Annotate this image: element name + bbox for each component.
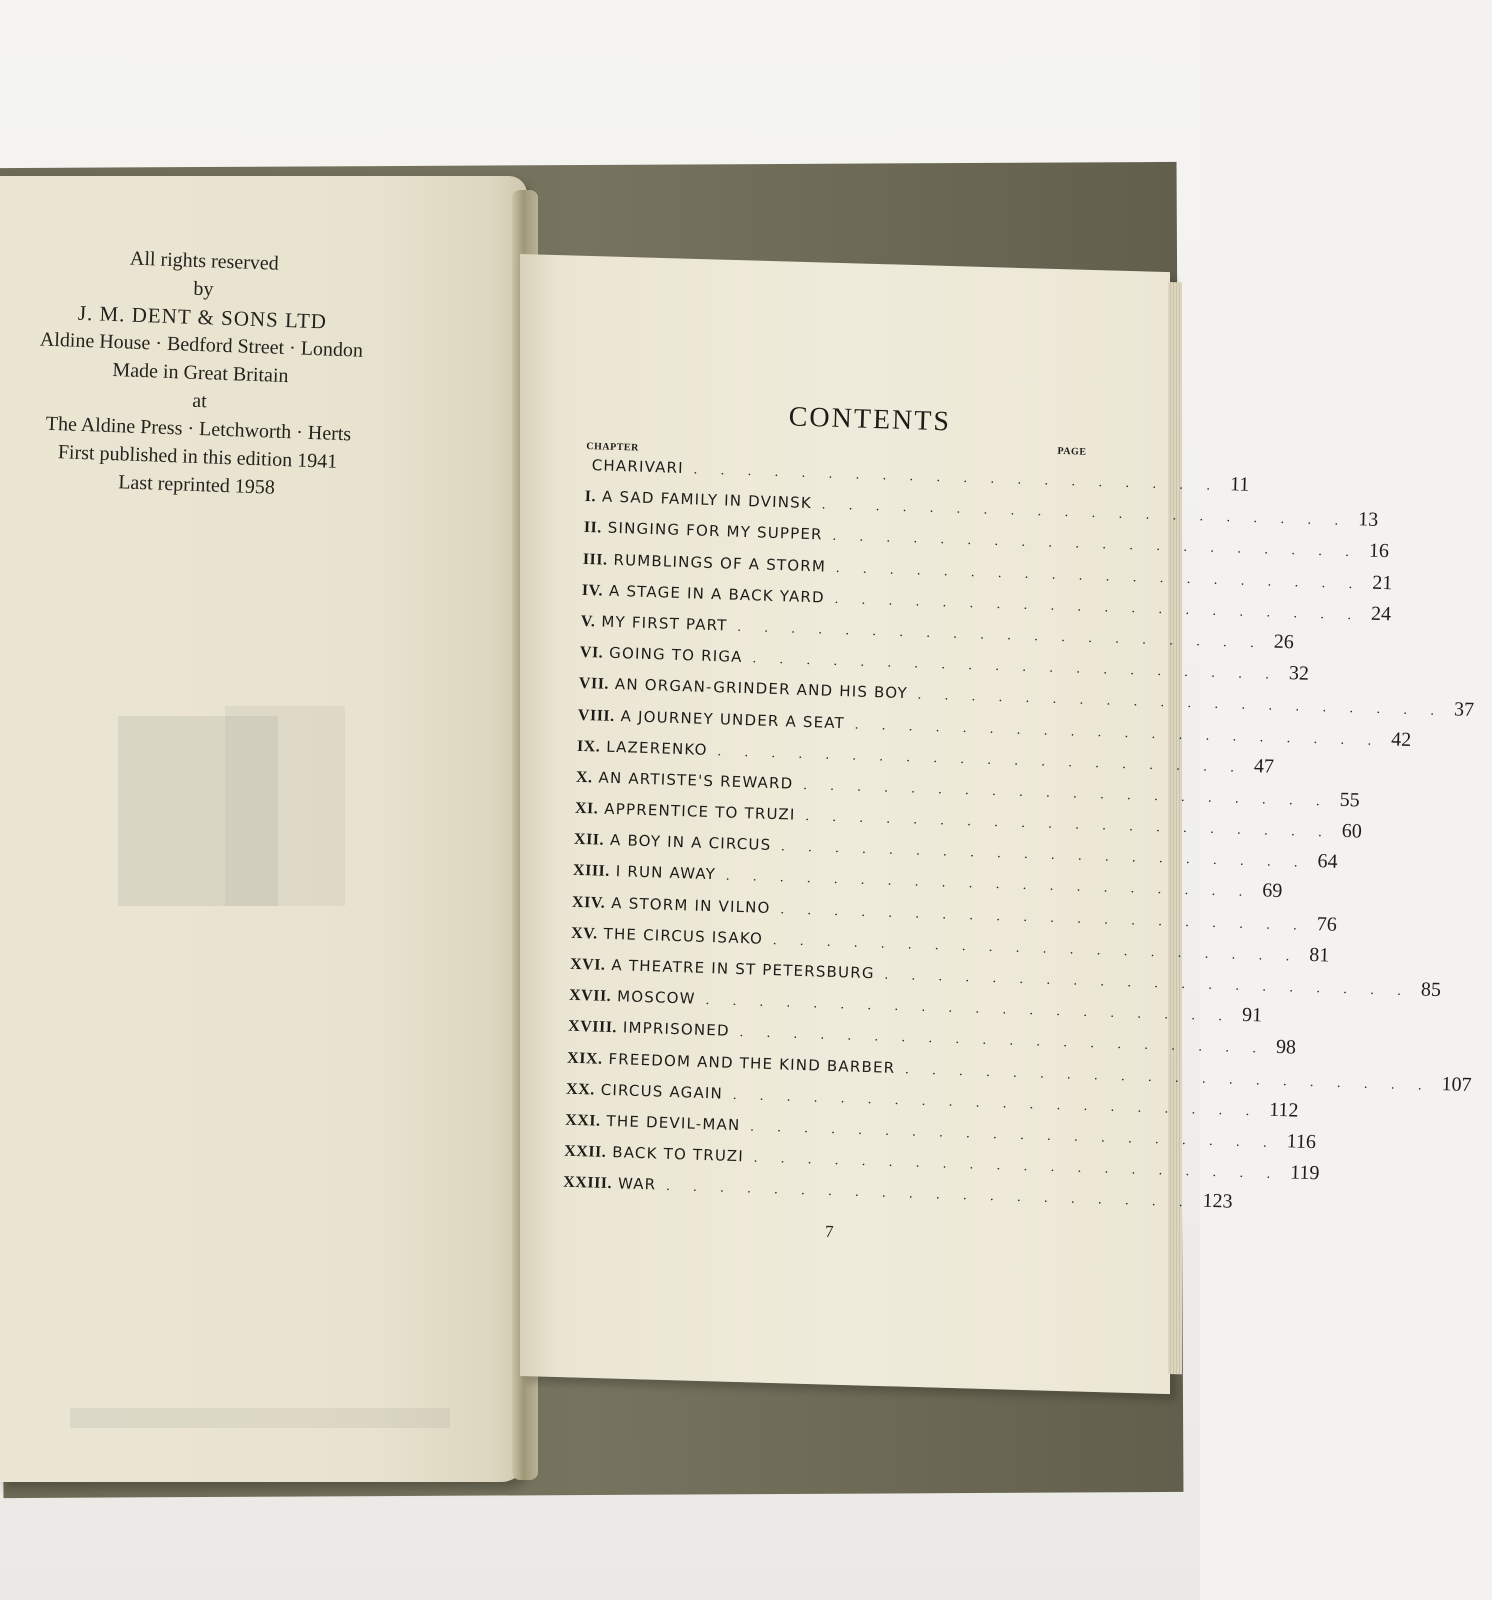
dot-leader: . . . . . . . . . . . . . . . . . . . . <box>666 1179 1193 1211</box>
chapter-title: THE DEVIL-MAN <box>606 1111 741 1135</box>
chapter-page: 60 <box>1341 819 1363 843</box>
chapter-number: XIII. <box>572 862 611 881</box>
chapter-page: 123 <box>1202 1190 1233 1213</box>
dot-leader: . . . . . . . . . . . . . . . . . . . . <box>732 1087 1260 1120</box>
dot-leader: . . . . . . . . . . . . . . . . . . . . <box>884 967 1412 1000</box>
chapter-page: 55 <box>1339 788 1361 812</box>
chapter-page: 47 <box>1253 754 1275 778</box>
chapter-page: 91 <box>1241 1004 1263 1027</box>
chapter-title: A BOY IN A CIRCUS <box>609 831 772 855</box>
imprint-line: Aldine House · Bedford Street · London <box>39 328 364 362</box>
dot-leader: . . . . . . . . . . . . . . . . . . . . <box>737 619 1265 652</box>
dot-leader: . . . . . . . . . . . . . . . . . . . . <box>803 777 1330 810</box>
chapter-title: A SAD FAMILY IN DVINSK <box>601 487 813 513</box>
chapter-number: XVIII. <box>567 1018 618 1037</box>
dot-leader: . . . . . . . . . . . . . . . . . . . . <box>835 560 1363 592</box>
imprint-line: The Aldine Press · Letchworth · Herts <box>45 412 352 446</box>
chapter-title: THE CIRCUS ISAKO <box>603 924 764 948</box>
chapter-number: II. <box>583 519 603 537</box>
dot-leader: . . . . . . . . . . . . . . . . . . . . <box>717 743 1245 776</box>
chapter-page: 112 <box>1268 1098 1299 1122</box>
chapter-page: 26 <box>1273 630 1295 654</box>
chapter-page: 81 <box>1308 943 1330 967</box>
chapter-title: AN ORGAN-GRINDER AND HIS BOY <box>614 675 909 703</box>
contents-rows <box>562 453 1475 1218</box>
dot-leader: . . . . . . . . . . . . . . . . . . . . <box>752 651 1280 683</box>
chapter-title: A STORM IN VILNO <box>611 893 771 917</box>
imprint-line: Last reprinted 1958 <box>117 471 276 499</box>
chapter-number: XXIII. <box>562 1173 613 1193</box>
chapter-column-label: CHAPTER <box>586 440 639 454</box>
show-through-text <box>70 1408 450 1428</box>
chapter-page: 85 <box>1420 978 1442 1002</box>
chapter-title: A JOURNEY UNDER A SEAT <box>620 706 846 732</box>
dot-leader: . . . . . . . . . . . . . . . . . . . . <box>917 687 1445 720</box>
imprint-line: by <box>193 277 214 301</box>
chapter-title: BACK TO TRUZI <box>612 1143 745 1166</box>
chapter-page: 32 <box>1288 662 1310 685</box>
chapter-title: FREEDOM AND THE KIND BARBER <box>608 1049 896 1077</box>
dot-leader: . . . . . . . . . . . . . . . . . . . . <box>832 529 1360 561</box>
dot-leader: . . . . . . . . . . . . . . . . . . . . <box>753 1150 1281 1183</box>
dot-leader: . . . . . . . . . . . . . . . . . . . . <box>772 932 1300 965</box>
dot-leader: . . . . . . . . . . . . . . . . . . . . <box>854 717 1382 749</box>
chapter-title: LAZERENKO <box>605 737 708 759</box>
chapter-title: WAR <box>617 1174 657 1194</box>
chapter-page: 116 <box>1286 1130 1317 1154</box>
imprint-line: First published in this edition 1941 <box>57 441 338 473</box>
imprint-line: at <box>191 389 208 413</box>
chapter-number: XVI. <box>569 955 606 974</box>
chapter-number: III. <box>582 550 608 569</box>
dot-leader: . . . . . . . . . . . . . . . . . . . . <box>834 591 1362 624</box>
imprint-block <box>0 240 410 506</box>
chapter-number: XXII. <box>563 1142 607 1162</box>
chapter-number: VII. <box>578 675 610 694</box>
imprint-line: Made in Great Britain <box>112 359 289 388</box>
chapter-number: X. <box>575 768 593 787</box>
chapter-page: 21 <box>1371 571 1393 594</box>
chapter-number: IX. <box>576 737 601 756</box>
chapter-page: 64 <box>1317 850 1338 874</box>
dot-leader: . . . . . . . . . . . . . . . . . . . . <box>805 809 1332 841</box>
chapter-number: XIV. <box>571 893 606 912</box>
dot-leader: . . . . . . . . . . . . . . . . . . . . <box>781 839 1308 872</box>
chapter-page: 16 <box>1368 539 1390 563</box>
chapter-title: MOSCOW <box>616 987 697 1008</box>
chapter-title: IMPRISONED <box>622 1018 731 1041</box>
contents-list <box>562 395 1475 1218</box>
show-through-illustration-shadow <box>225 706 345 906</box>
dot-leader: . . . . . . . . . . . . . . . . . . . . <box>780 901 1308 934</box>
chapter-number: XXI. <box>564 1111 601 1130</box>
chapter-number: IV. <box>581 581 604 600</box>
chapter-number: I. <box>584 488 597 506</box>
chapter-number: XII. <box>573 831 605 849</box>
dot-leader: . . . . . . . . . . . . . . . . . . . . <box>725 869 1253 901</box>
chapter-number: XIX. <box>566 1049 603 1068</box>
dot-leader: . . . . . . . . . . . . . . . . . . . . <box>693 462 1221 494</box>
chapter-title: RUMBLINGS OF A STORM <box>613 550 827 576</box>
chapter-page: 119 <box>1289 1161 1320 1185</box>
chapter-page: 76 <box>1316 912 1338 936</box>
chapter-title: MY FIRST PART <box>601 612 728 635</box>
chapter-title: CIRCUS AGAIN <box>600 1080 724 1103</box>
dot-leader: . . . . . . . . . . . . . . . . . . . . <box>905 1061 1432 1094</box>
chapter-title: A STAGE IN A BACK YARD <box>608 581 826 607</box>
dot-leader: . . . . . . . . . . . . . . . . . . . . <box>750 1119 1277 1151</box>
chapter-title: A THEATRE IN ST PETERSBURG <box>611 956 875 983</box>
contents-heading: CONTENTS <box>788 401 952 438</box>
chapter-page: 42 <box>1390 727 1412 751</box>
chapter-page: 13 <box>1357 508 1379 532</box>
chapter-page: 37 <box>1453 698 1475 722</box>
chapter-title: GOING TO RIGA <box>608 643 743 667</box>
chapter-page: 11 <box>1229 473 1250 496</box>
publisher-name: J. M. DENT & SONS LTD <box>77 300 328 334</box>
chapter-number: XV. <box>570 924 598 943</box>
dot-leader: . . . . . . . . . . . . . . . . . . . . <box>705 993 1233 1025</box>
chapter-title: I RUN AWAY <box>615 862 717 884</box>
dot-leader: . . . . . . . . . . . . . . . . . . . . <box>821 497 1349 530</box>
chapter-title: AN ARTISTE'S REWARD <box>598 768 794 793</box>
chapter-page: 24 <box>1370 602 1392 626</box>
chapter-page: 69 <box>1261 879 1283 903</box>
chapter-number: V. <box>580 612 596 631</box>
chapter-title: APPRENTICE TO TRUZI <box>604 799 796 824</box>
chapter-number: XX. <box>565 1080 596 1099</box>
chapter-number: VIII. <box>577 706 615 725</box>
chapter-title: CHARIVARI <box>591 456 685 478</box>
chapter-page: 98 <box>1275 1036 1297 1059</box>
chapter-number: XVII. <box>568 986 612 1006</box>
chapter-number: VI. <box>579 644 604 662</box>
page-column-label: PAGE <box>1057 445 1087 458</box>
page-number: 7 <box>824 1221 834 1242</box>
chapter-page: 107 <box>1441 1072 1472 1096</box>
imprint-line: All rights reserved <box>129 247 280 275</box>
chapter-number: XI. <box>574 799 599 818</box>
chapter-title: SINGING FOR MY SUPPER <box>607 519 823 544</box>
dot-leader: . . . . . . . . . . . . . . . . . . . . <box>739 1025 1267 1057</box>
